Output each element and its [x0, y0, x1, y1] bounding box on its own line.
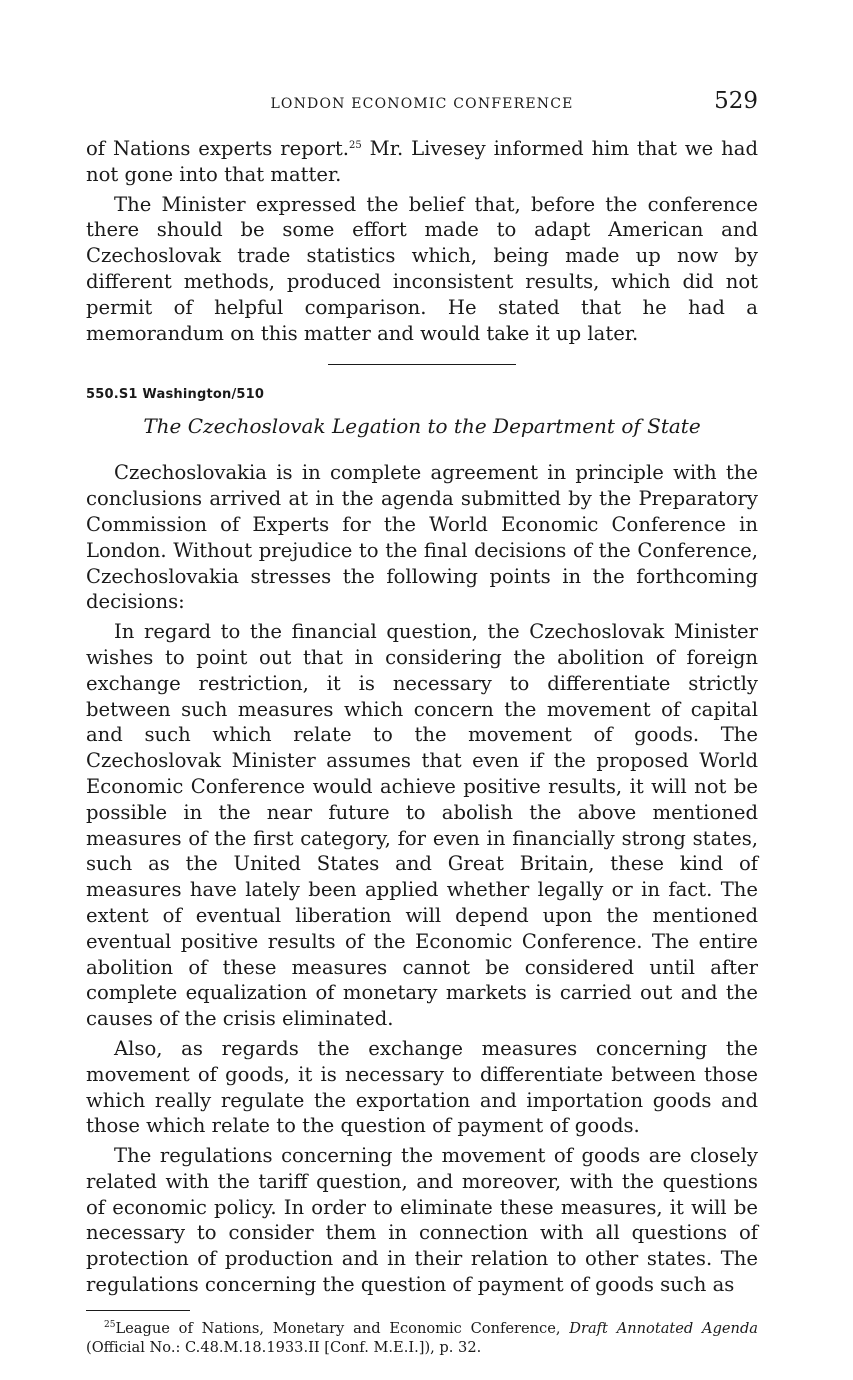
continuation-text-end: Mr. Livesey informed him that we had not gone into that matter. — [86, 137, 758, 186]
document-heading: The Czechoslovak Legation to the Department of State — [143, 414, 701, 439]
page-number: 529 — [714, 88, 758, 114]
footnote-divider — [86, 1310, 190, 1311]
continuation-paragraph — [86, 136, 758, 188]
paragraph-minister-belief: The Minister expressed the belief that, before the conference there should be some effort made to adapt American and Czechoslovak trade statistics which, being made up now by different methods, produced inconsistent results, which did not permit of helpful comparison. He stated that he had a memorandum on this matter and would take it up later. — [86, 192, 758, 345]
footnote-citation: (Official No.: C.48.M.18.1933.II [Conf. M.E.I.]), p. 32. — [86, 1338, 482, 1356]
footnote-number: 25 — [104, 1319, 116, 1330]
file-number: 550.S1 Washington/510 — [86, 387, 265, 403]
running-header — [86, 88, 758, 124]
running-title: LONDON ECONOMIC CONFERENCE — [270, 96, 574, 112]
body-paragraph: The regulations concerning the movement of goods are closely related with the tariff question, and moreover, with the questions of economic policy. In order to eliminate these measures, it will be necessary to consider them in connection with all questions of protection of production and in their relation to other states. The regulations concerning the question of payment of goods such as — [86, 1144, 758, 1297]
footnote-reference: 25 — [349, 140, 362, 151]
footnote — [86, 1319, 758, 1357]
footnote-text: League of Nations, Monetary and Economic Conference, — [115, 1319, 570, 1337]
body-paragraph: Also, as regards the exchange measures concerning the movement of goods, it is necessary to differentiate between those which really regulate the exportation and importation goods and those which relate to the question of payment of goods. — [86, 1036, 758, 1138]
continuation-text: of Nations experts report. — [86, 137, 350, 160]
body-paragraph: Czechoslovakia is in complete agreement in principle with the conclusions arrived at in the agenda submitted by the Preparatory Commission of Experts for the World Economic Conference in London. Without prejudice to the final decisions of the Conference, Czechoslovakia stresses the following points in the forthcoming decisions: — [86, 461, 758, 614]
section-divider — [328, 364, 516, 365]
footnote-title: Draft Annotated Agenda — [569, 1319, 758, 1337]
document-page — [86, 88, 758, 1371]
body-paragraph: In regard to the financial question, the Czechoslovak Minister wishes to point out that in considering the abolition of foreign exchange restriction, it is necessary to differentiate strictly between such measures which concern the movement of capital and such which relate to the movement of goods. The Czechoslovak Minister assumes that even if the proposed World Economic Conference would achieve positive results, it will not be possible in the near future to abolish the above mentioned measures of the first category, for even in financially strong states, such as the United States and Great Britain, these kind of measures have lately been applied whether legally or in fact. The extent of eventual liberation will depend upon the mentioned eventual positive results of the Economic Conference. The entire abolition of these measures cannot be considered until after complete equalization of monetary markets is carried out and the causes of the crisis eliminated. — [86, 620, 758, 1031]
